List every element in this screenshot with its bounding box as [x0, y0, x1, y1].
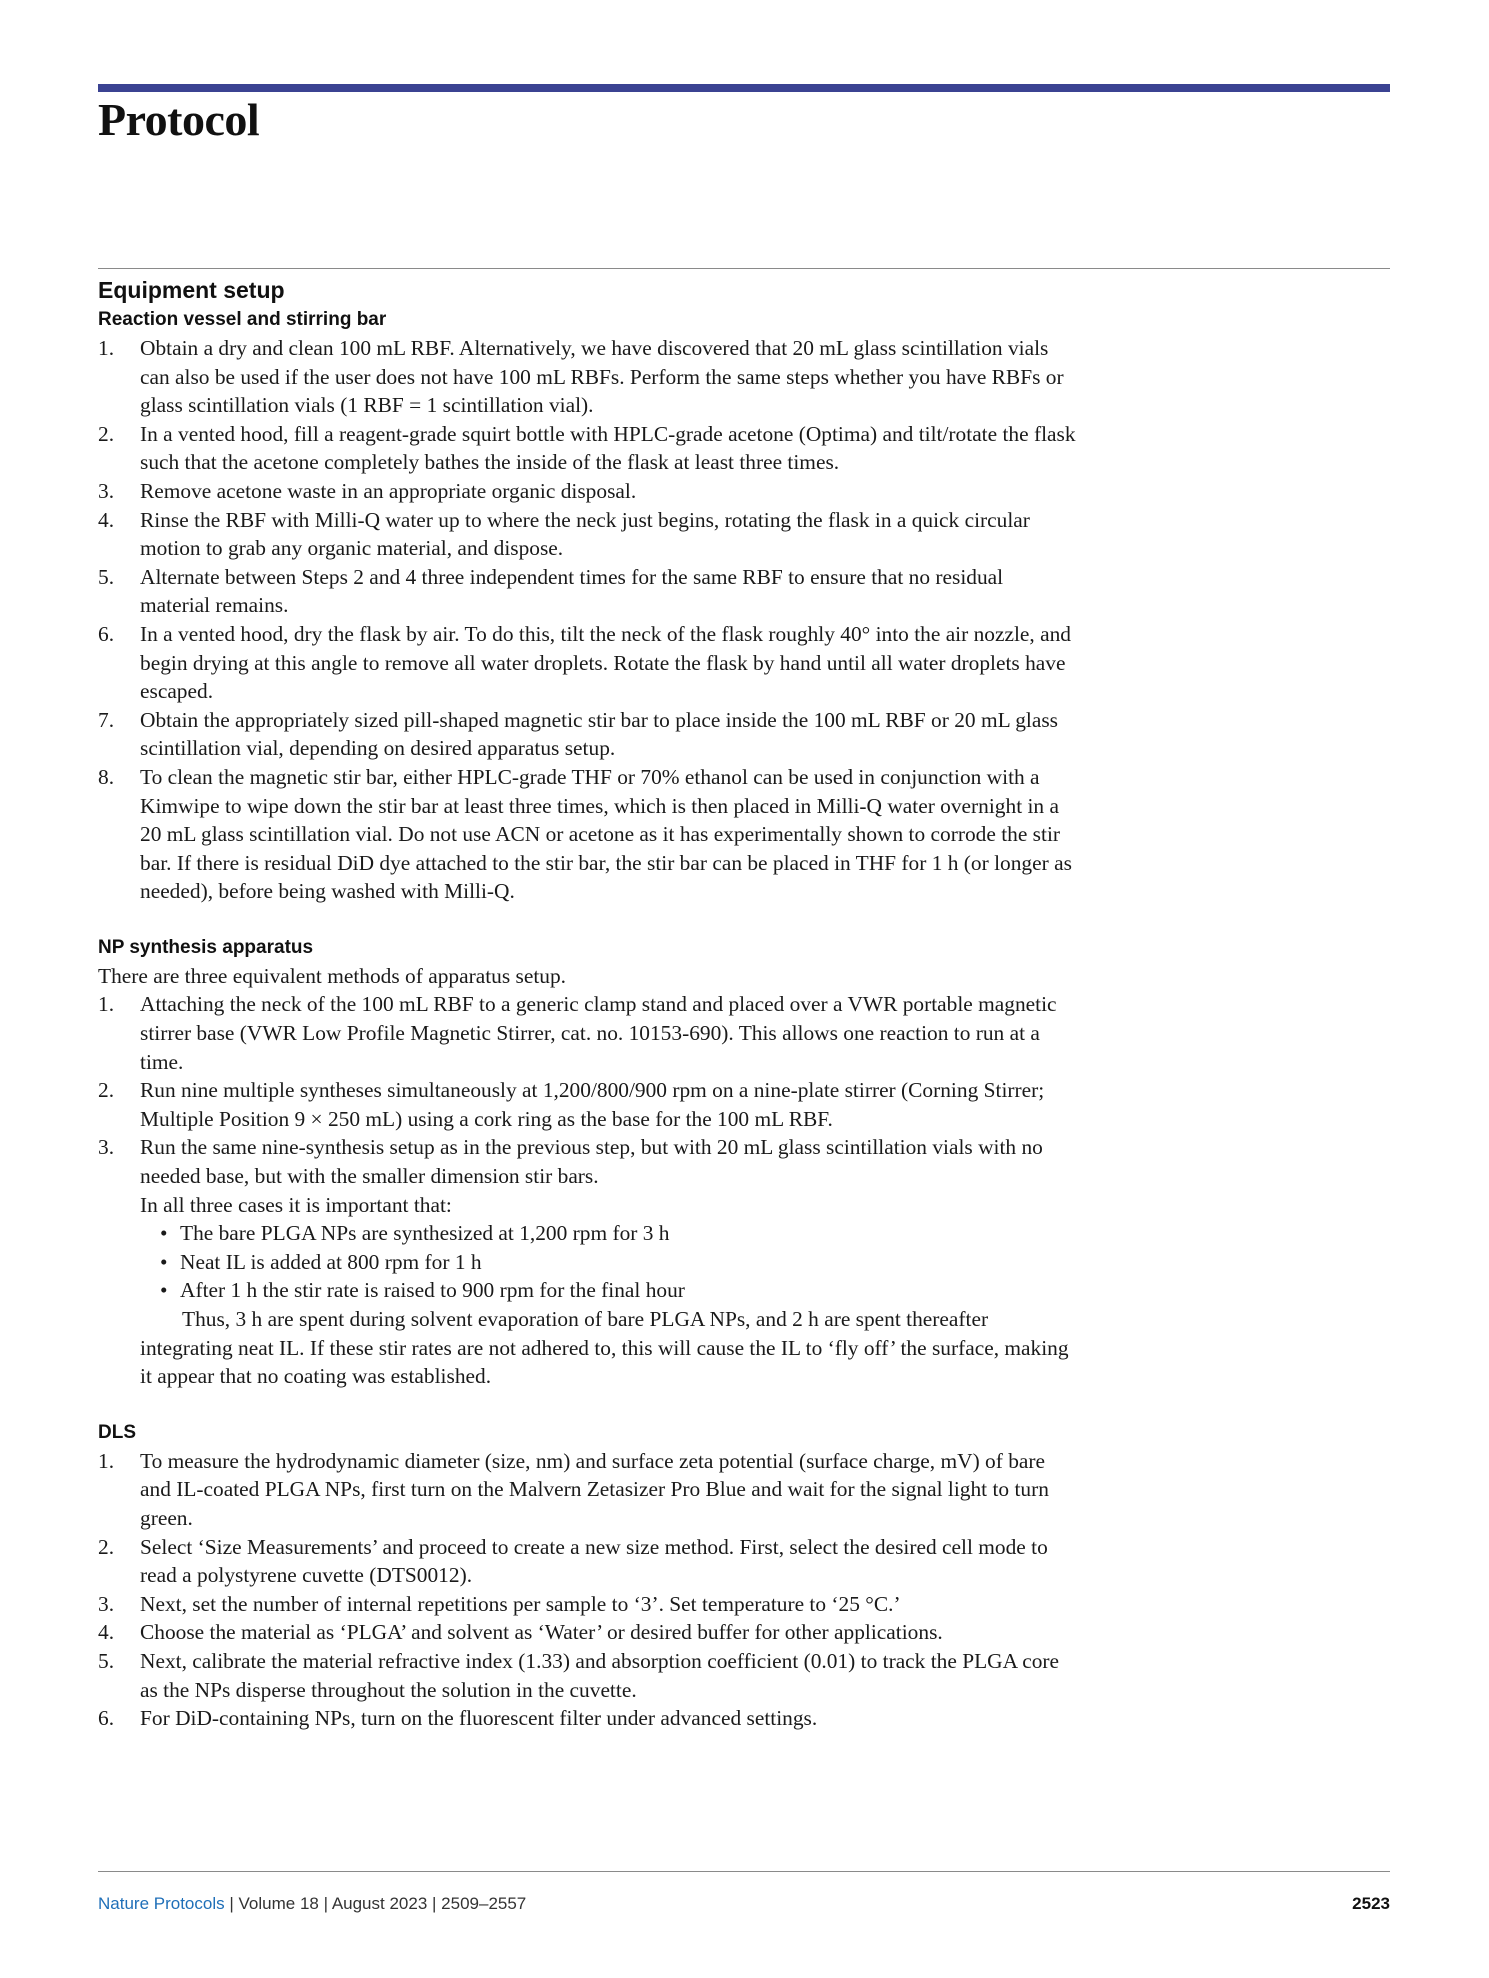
list-item: 2. Run nine multiple syntheses simultaneously at 1,200/800/900 rpm on a nine-plate stirrer (Corning Stirrer; Multiple Position 9 × 250 mL) using a cork ring as the base for the 100 mL RBF.	[98, 1078, 1045, 1131]
list-item: • After 1 h the stir rate is raised to 900 rpm for the final hour	[160, 1278, 685, 1303]
dls-steps-list	[98, 1447, 1078, 1733]
page-footer	[98, 1890, 1390, 1918]
subheading-reaction-vessel: Reaction vessel and stirring bar	[98, 309, 387, 330]
list-item: 7. Obtain the appropriately sized pill-shaped magnetic stir bar to place inside the 100 mL RBF or 20 mL glass scintillation vial, depending on desired apparatus setup.	[98, 707, 1059, 761]
cases-intro: In all three cases it is important that:	[140, 1192, 452, 1217]
reaction-steps-list	[98, 334, 1078, 906]
header-accent-bar	[98, 84, 1390, 92]
footer-separator: |	[229, 1894, 234, 1913]
list-item: 2. Select ‘Size Measurements’ and proceed to create a new size method. First, select the desired cell mode to read a polystyrene cuvette (DTS0012).	[98, 1534, 1048, 1588]
list-item: 5. Alternate between Steps 2 and 4 three independent times for the same RBF to ensure that no residual material remains.	[98, 564, 1004, 618]
list-item: • The bare PLGA NPs are synthesized at 1,200 rpm for 3 h	[160, 1221, 670, 1246]
list-item: 2. In a vented hood, fill a reagent-grade squirt bottle with HPLC-grade acetone (Optima) and tilt/rotate the flask such that the acetone completely bathes the inside of the flask at least three times.	[98, 421, 1076, 475]
list-item: 4. Rinse the RBF with Milli-Q water up to where the neck just begins, rotating the flask in a quick circular motion to grab any organic material, and dispose.	[98, 507, 1030, 561]
list-item: 6. In a vented hood, dry the flask by air. To do this, tilt the neck of the flask roughly 40° into the air nozzle, and begin drying at this angle to remove all water droplets. Rotate the flask by hand until all water droplets have escaped.	[98, 621, 1071, 704]
list-item: 1. Attaching the neck of the 100 mL RBF to a generic clamp stand and placed over a VWR portable magnetic stirrer base (VWR Low Profile Magnetic Stirrer, cat. no. 10153-690). This allows one reaction to run at a time.	[98, 992, 1057, 1074]
apparatus-steps-list	[98, 990, 1078, 1190]
list-item: • Neat IL is added at 800 rpm for 1 h	[160, 1249, 482, 1274]
list-item: 3. Run the same nine-synthesis setup as in the previous step, but with 20 mL glass scintillation vials with no needed base, but with the smaller dimension stir bars.	[98, 1135, 1043, 1189]
apparatus-closing-paragraph: Thus, 3 h are spent during solvent evaporation of bare PLGA NPs, and 2 h are spent thereafter integrating neat IL. If these stir rates are not adhered to, this will cause the IL to ‘fly off’ the surface, making it appear that no coating was established.	[140, 1307, 1069, 1389]
list-item: 4. Choose the material as ‘PLGA’ and solvent as ‘Water’ or desired buffer for other applications.	[98, 1620, 943, 1645]
footer-separator: |	[432, 1894, 437, 1913]
volume: Volume 18	[238, 1894, 319, 1913]
conditions-bullet-list	[98, 1219, 1078, 1305]
footer-divider	[98, 1871, 1390, 1872]
list-item: 3. Remove acetone waste in an appropriate organic disposal.	[98, 478, 637, 503]
list-item: 1. Obtain a dry and clean 100 mL RBF. Alternatively, we have discovered that 20 mL glass scintillation vials can also be used if the user does not have 100 mL RBFs. Perform the same steps whether you have RBFs or glass scintillation vials (1 RBF = 1 scintillation vial).	[98, 336, 1064, 418]
main-content	[98, 274, 1078, 1733]
section-heading-equipment: Equipment setup	[98, 277, 285, 303]
issue-date: August 2023	[331, 1894, 428, 1913]
subheading-dls: DLS	[98, 1421, 136, 1443]
list-item: 1. To measure the hydrodynamic diameter (size, nm) and surface zeta potential (surface charge, mV) of bare and IL-coated PLGA NPs, first turn on the Malvern Zetasizer Pro Blue and wait for the signal light to turn green.	[98, 1448, 1049, 1530]
list-item: 8. To clean the magnetic stir bar, either HPLC-grade THF or 70% ethanol can be used in conjunction with a Kimwipe to wipe down the stir bar at least three times, which is then placed in Milli-Q water overnight in a 20 mL glass scintillation vial. Do not use ACN or acetone as it has experimentally shown to corrode the stir bar. If there is residual DiD dye attached to the stir bar, the stir bar can be placed in THF for 1 h (or longer as needed), before being washed with Milli-Q.	[98, 764, 1072, 904]
page-range: 2509–2557	[441, 1894, 527, 1913]
page-number: 2523	[1352, 1894, 1390, 1913]
apparatus-intro: There are three equivalent methods of apparatus setup.	[98, 963, 567, 988]
page-title: Protocol	[98, 94, 260, 145]
list-item: 6. For DiD-containing NPs, turn on the fluorescent filter under advanced settings.	[98, 1706, 818, 1731]
footer-separator: |	[323, 1894, 329, 1913]
subheading-np-apparatus: NP synthesis apparatus	[98, 936, 314, 958]
list-item: 3. Next, set the number of internal repetitions per sample to ‘3’. Set temperature to ‘25 °C.’	[98, 1591, 901, 1616]
list-item: 5. Next, calibrate the material refractive index (1.33) and absorption coefficient (0.01) to track the PLGA core as the NPs disperse throughout the solution in the cuvette.	[98, 1648, 1060, 1702]
section-divider	[98, 268, 1390, 269]
journal-name: Nature Protocols	[98, 1894, 225, 1913]
